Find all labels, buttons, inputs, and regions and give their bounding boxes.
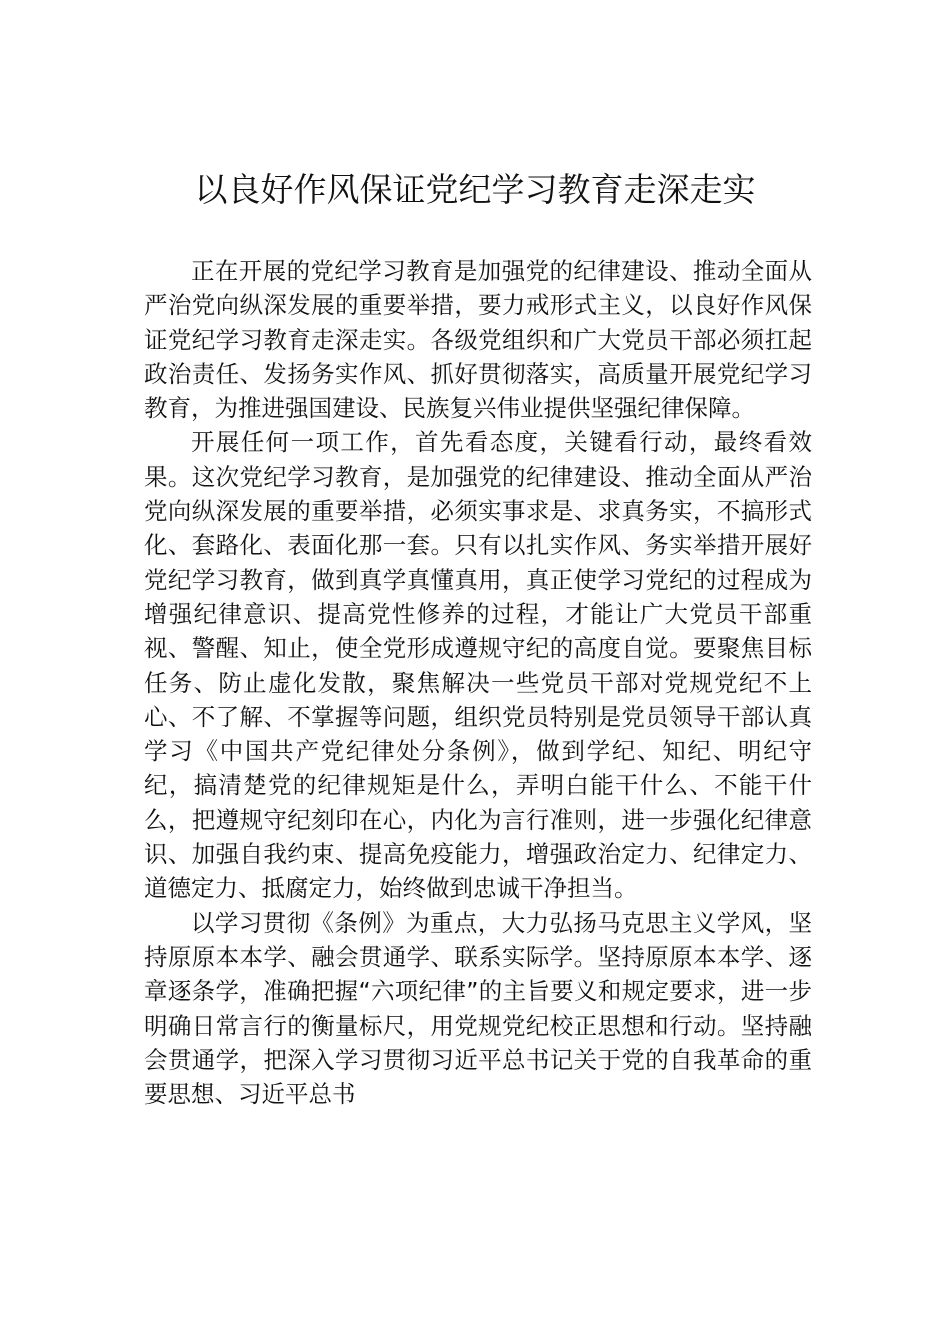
document-body: [144, 254, 812, 1111]
paragraph-1: 正在开展的党纪学习教育是加强党的纪律建设、推动全面从严治党向纵深发展的重要举措，要力戒形式主义，以良好作风保证党纪学习教育走深走实。各级党组织和广大党员干部必须扛起政治责任、发扬务实作风、抓好贯彻落实，高质量开展党纪学习教育，为推进强国建设、民族复兴伟业提供坚强纪律保障。: [144, 257, 812, 423]
paragraph-2: 开展任何一项工作，首先看态度，关键看行动，最终看效果。这次党纪学习教育，是加强党的纪律建设、推动全面从严治党向纵深发展的重要举措，必须实事求是、求真务实，不搞形式化、套路化、表面化那一套。只有以扎实作风、务实举措开展好党纪学习教育，做到真学真懂真用，真正使学习党纪的过程成为增强纪律意识、提高党性修养的过程，才能让广大党员干部重视、警醒、知止，使全党形成遵规守纪的高度自觉。要聚焦目标任务、防止虚化发散，聚焦解决一些党员干部对党规党纪不上心、不了解、不掌握等问题，组织党员特别是党员领导干部认真学习《中国共产党纪律处分条例》，做到学纪、知纪、明纪守纪，搞清楚党的纪律规矩是什么，弄明白能干什么、不能干什么，把遵规守纪刻印在心，内化为言行准则，进一步强化纪律意识、加强自我约束、提高免疫能力，增强政治定力、纪律定力、道德定力、抵腐定力，始终做到忠诚干净担当。: [144, 428, 812, 903]
document-title: 以良好作风保证党纪学习教育走深走实: [194, 170, 756, 209]
paragraph-3: 以学习贯彻《条例》为重点，大力弘扬马克思主义学风，坚持原原本本学、融会贯通学、联系实际学。坚持原原本本学、逐章逐条学，准确把握“六项纪律”的主旨要义和规定要求，进一步明确日常言行的衡量标尺，用党规党纪校正思想和行动。坚持融会贯通学，把深入学习贯彻习近平总书记关于党的自我革命的重要思想、习近平总书: [144, 908, 812, 1109]
